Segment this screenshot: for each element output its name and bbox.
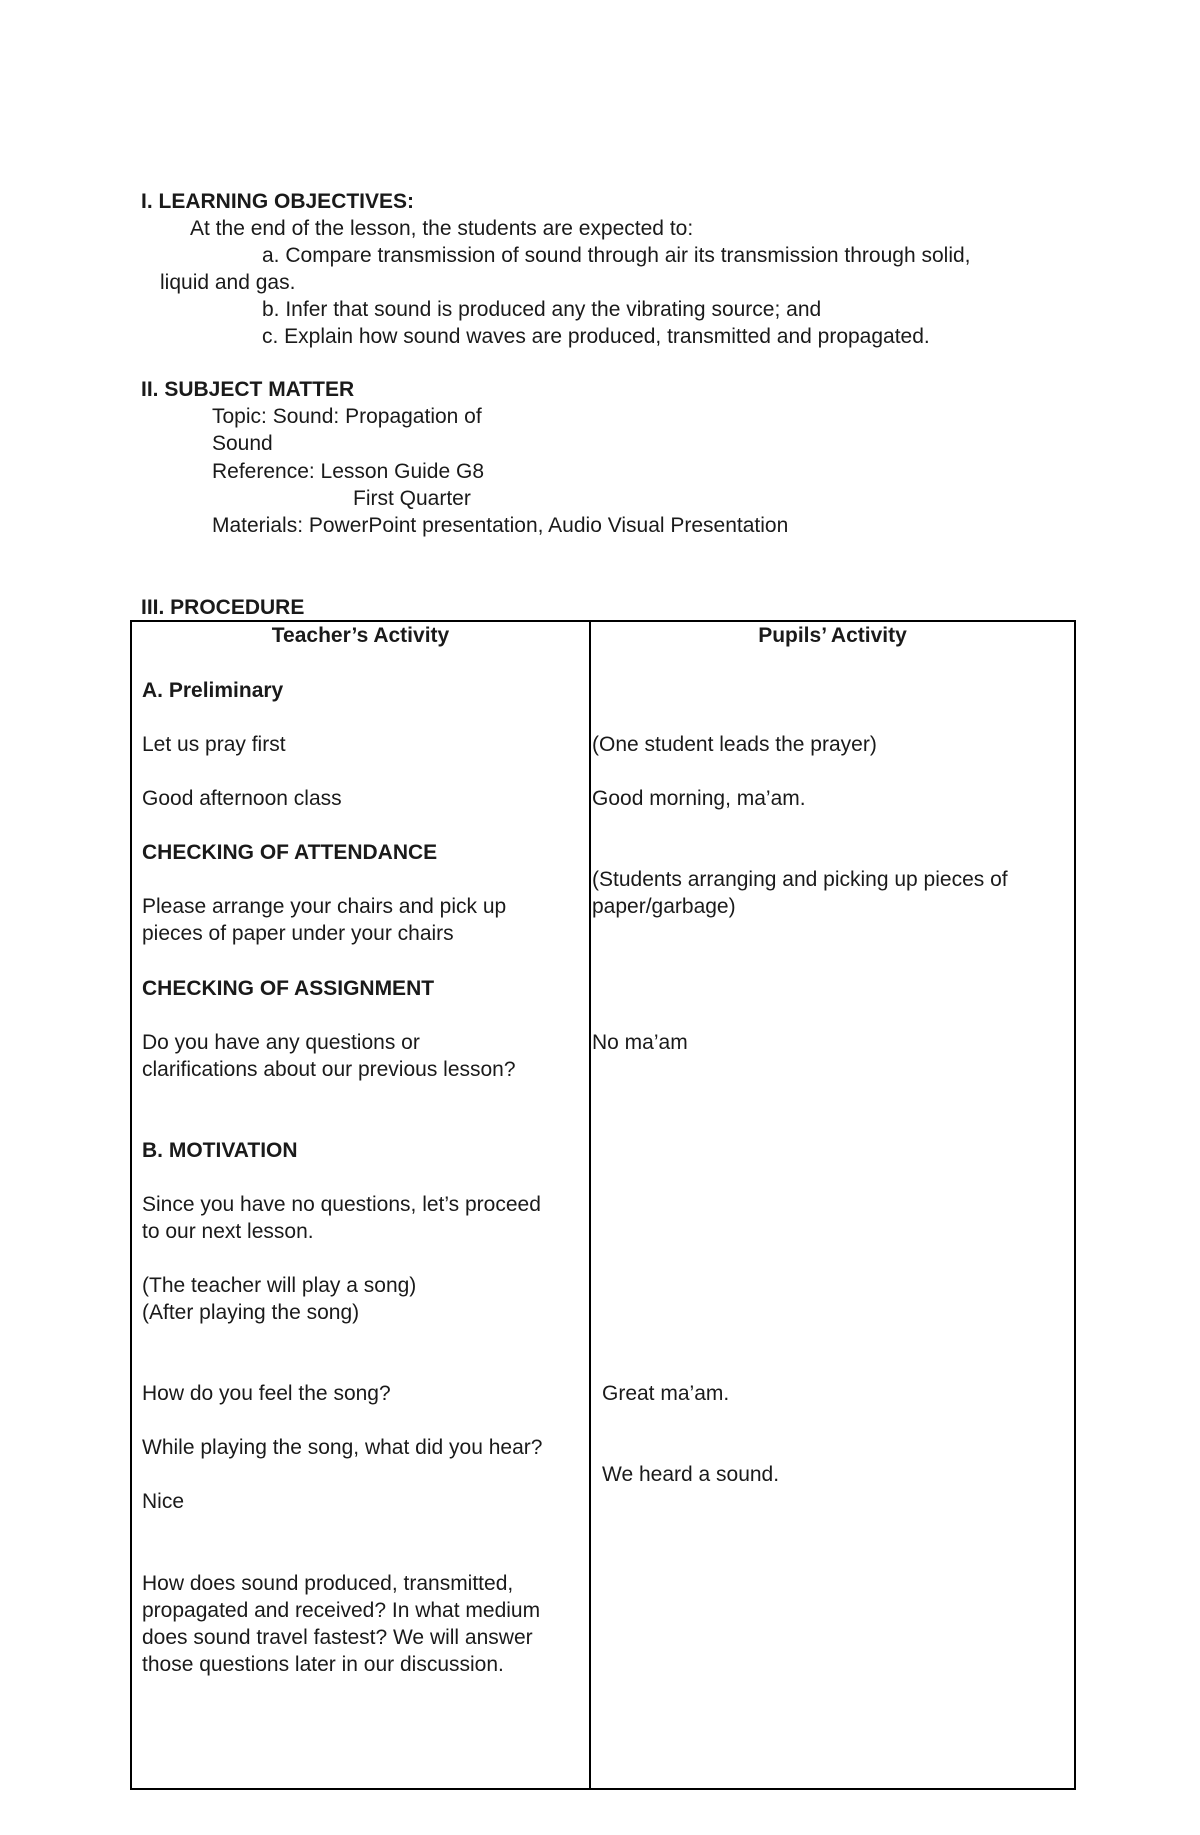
- subject-matter-heading: II. SUBJECT MATTER: [141, 378, 355, 401]
- pupils-arranging-line1: (Students arranging and picking up pieces of: [592, 868, 1008, 891]
- column-divider: [589, 622, 591, 1788]
- reference-line2: First Quarter: [353, 487, 471, 510]
- teacher-proceed-line1: Since you have no questions, let’s proceed: [142, 1193, 541, 1216]
- reference-line1: Reference: Lesson Guide G8: [212, 460, 484, 483]
- teacher-proceed-line2: to our next lesson.: [142, 1220, 314, 1243]
- teacher-play-song: (The teacher will play a song): [142, 1274, 417, 1297]
- teacher-arrange-line1: Please arrange your chairs and pick up: [142, 895, 507, 918]
- teacher-pray: Let us pray first: [142, 733, 286, 756]
- teacher-questions-line2: clarifications about our previous lesson?: [142, 1058, 516, 1081]
- topic-line1: Topic: Sound: Propagation of: [212, 405, 482, 428]
- teacher-greeting: Good afternoon class: [142, 787, 342, 810]
- teacher-nice: Nice: [142, 1490, 185, 1513]
- motivation-heading: B. MOTIVATION: [142, 1139, 298, 1162]
- materials: Materials: PowerPoint presentation, Audio Visual Presentation: [212, 514, 789, 537]
- teacher-after-song: (After playing the song): [142, 1301, 360, 1324]
- teacher-question-line1: How does sound produced, transmitted,: [142, 1572, 514, 1595]
- objective-b: b. Infer that sound is produced any the vibrating source; and: [262, 298, 822, 321]
- pupils-no-maam: No ma’am: [592, 1031, 688, 1054]
- teacher-question-line3: does sound travel fastest? We will answer: [142, 1626, 533, 1649]
- pupils-activity-header: Pupils’ Activity: [758, 624, 907, 647]
- objectives-intro: At the end of the lesson, the students are expected to:: [190, 217, 694, 240]
- teacher-question-line2: propagated and received? In what medium: [142, 1599, 541, 1622]
- objective-a-line2: liquid and gas.: [160, 271, 296, 294]
- pupils-great: Great ma’am.: [602, 1382, 730, 1405]
- attendance-heading: CHECKING OF ATTENDANCE: [142, 841, 438, 864]
- teacher-activity-header: Teacher’s Activity: [271, 624, 450, 647]
- pupils-greeting: Good morning, ma’am.: [592, 787, 806, 810]
- pupils-heard: We heard a sound.: [602, 1463, 780, 1486]
- procedure-table: [130, 620, 1076, 1790]
- objective-c: c. Explain how sound waves are produced, transmitted and propagated.: [262, 325, 930, 348]
- pupils-prayer: (One student leads the prayer): [592, 733, 877, 756]
- teacher-question-line4: those questions later in our discussion.: [142, 1653, 504, 1676]
- pupils-arranging-line2: paper/garbage): [592, 895, 736, 918]
- teacher-feel-song: How do you feel the song?: [142, 1382, 391, 1405]
- teacher-arrange-line2: pieces of paper under your chairs: [142, 922, 454, 945]
- preliminary-heading: A. Preliminary: [142, 679, 284, 702]
- assignment-heading: CHECKING OF ASSIGNMENT: [142, 977, 435, 1000]
- objectives-heading: I. LEARNING OBJECTIVES:: [141, 190, 415, 213]
- teacher-questions-line1: Do you have any questions or: [142, 1031, 420, 1054]
- teacher-hear: While playing the song, what did you hear?: [142, 1436, 543, 1459]
- procedure-heading: III. PROCEDURE: [141, 596, 305, 619]
- objective-a-line1: a. Compare transmission of sound through air its transmission through solid,: [262, 244, 971, 267]
- topic-line2: Sound: [212, 432, 273, 455]
